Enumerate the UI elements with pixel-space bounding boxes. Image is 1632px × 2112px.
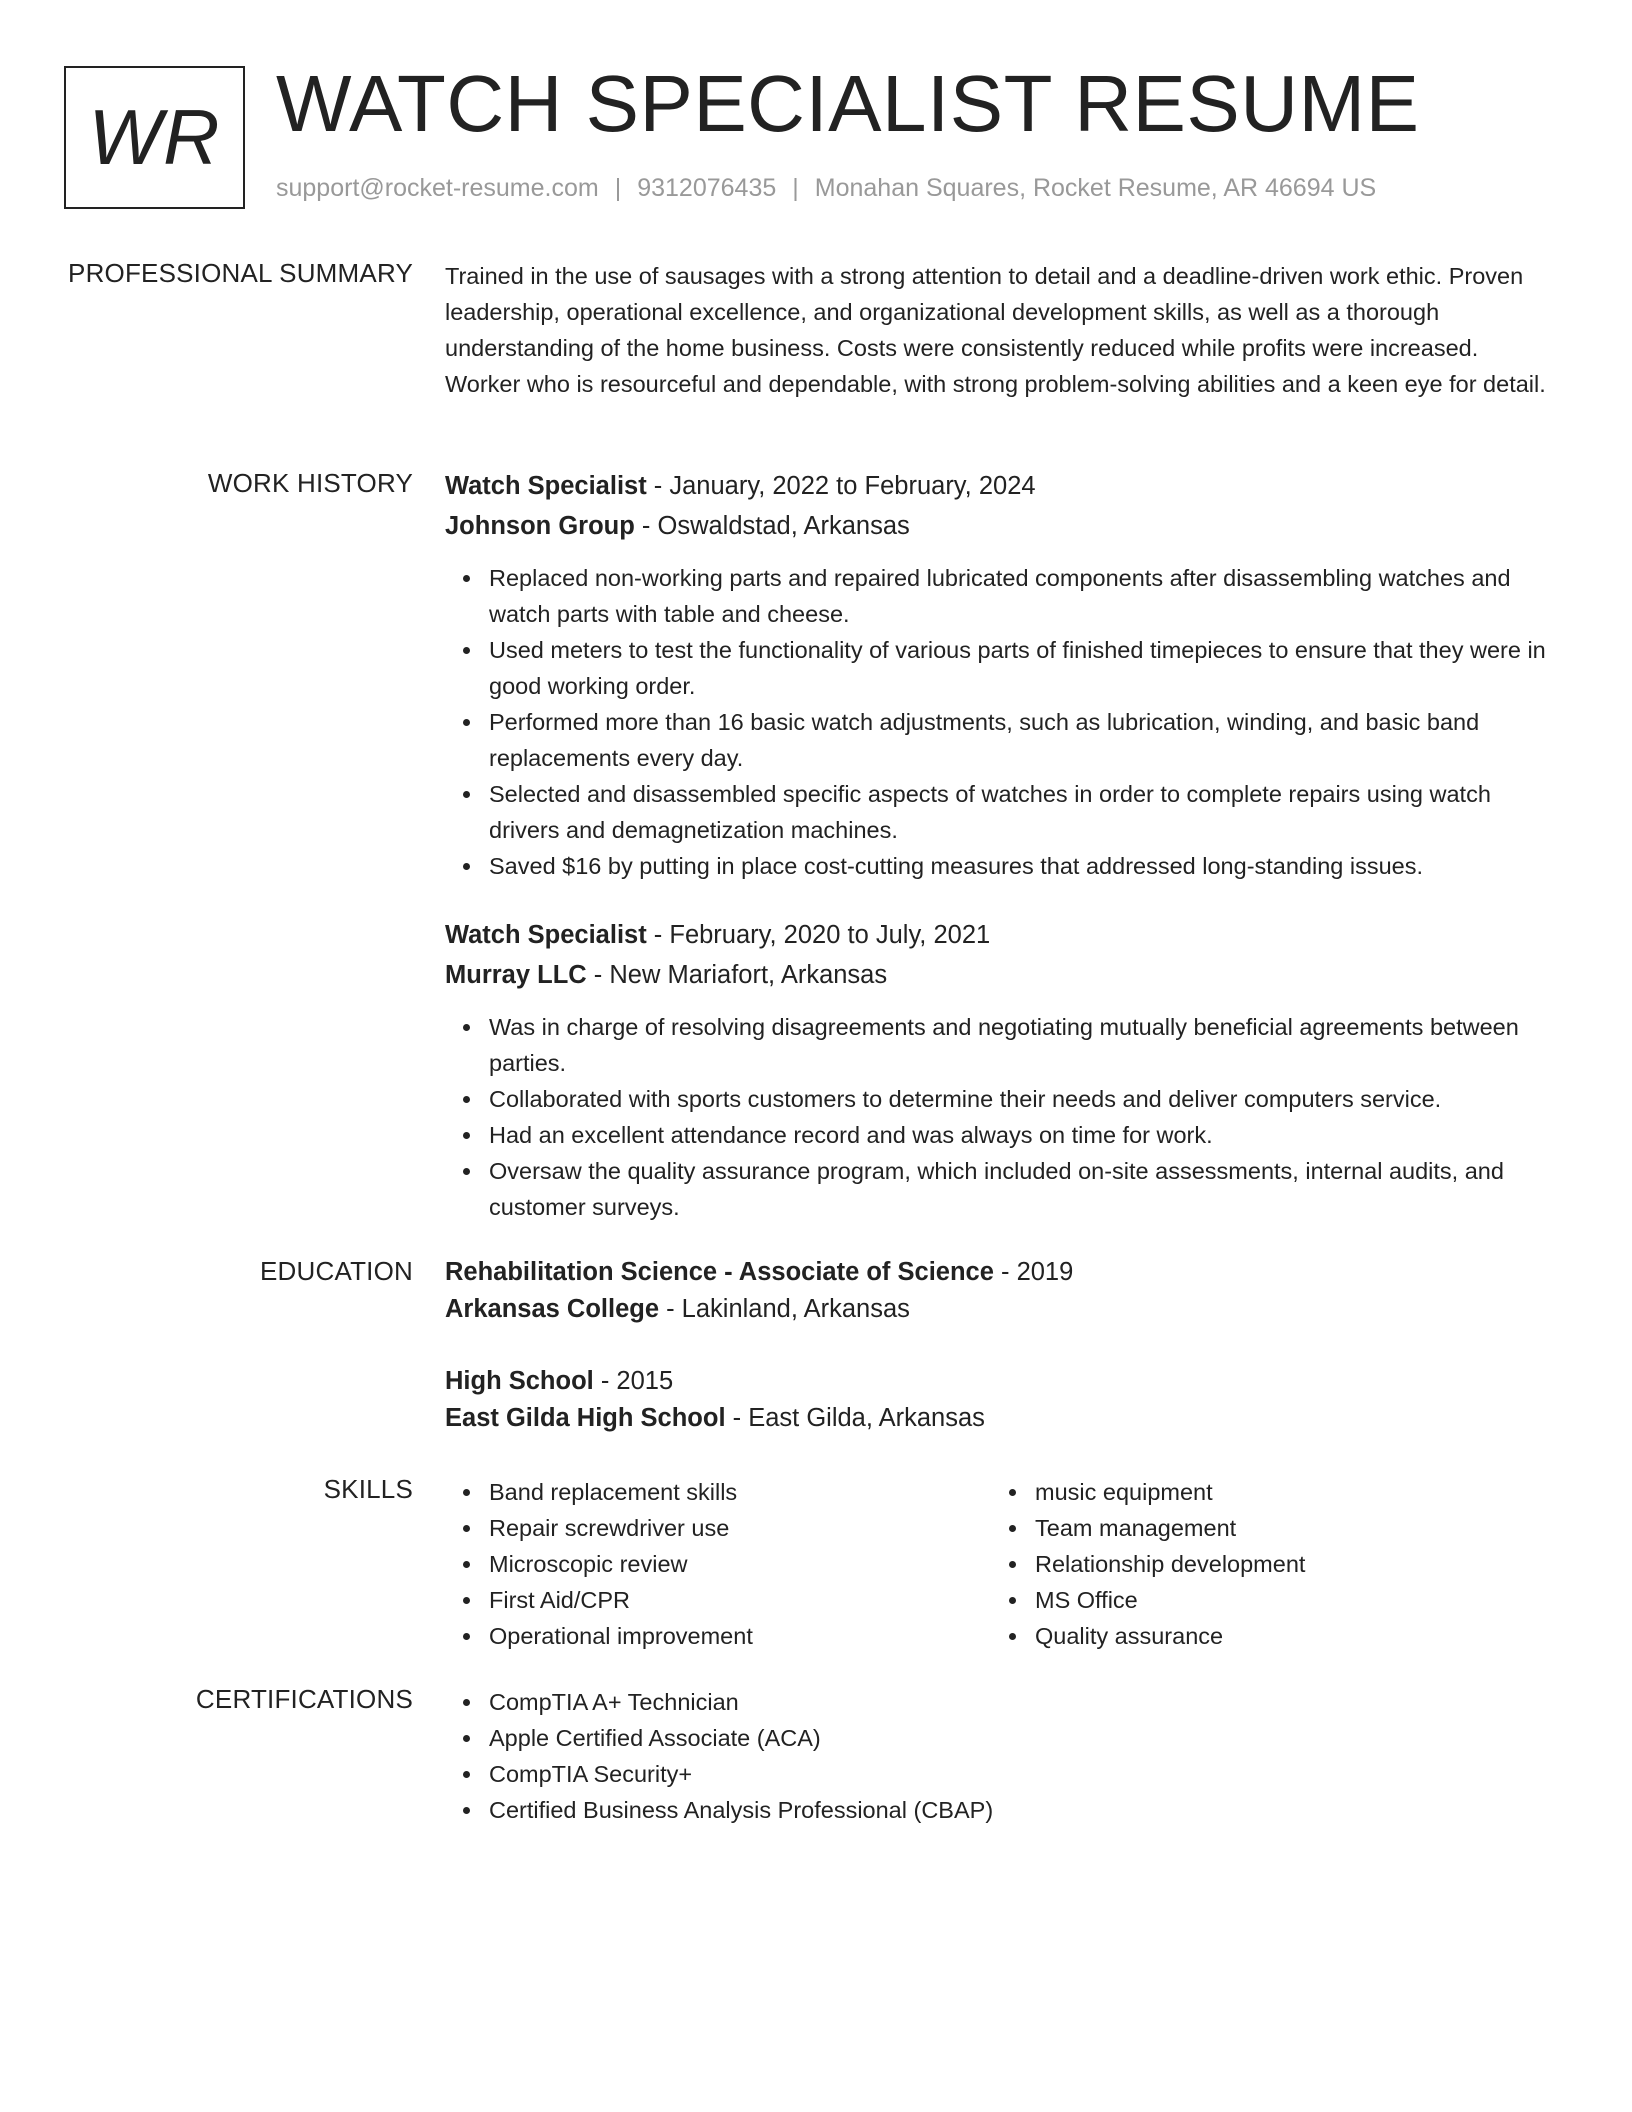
education-degree: High School	[445, 1367, 594, 1395]
list-item: Saved $16 by putting in place cost-cutting measures that addressed long-standing issues.	[445, 848, 1555, 884]
contact-separator: |	[792, 174, 799, 202]
job-entry	[445, 915, 1555, 1225]
skills-list-right	[991, 1474, 1537, 1654]
education-school: Arkansas College	[445, 1295, 660, 1323]
summary-text: Trained in the use of sausages with a strong attention to detail and a deadline-driven work ethic. Proven leadership, operational excellence, and organizational development skills, as well as a thorough understanding of the home business. Costs were consistently reduced while profits were increased. Worker who is resourceful and dependable, with strong problem-solving abilities and a keen eye for detail.	[445, 263, 1546, 397]
contact-email[interactable]: support@rocket-resume.com	[276, 174, 599, 202]
job-company: Murray LLC	[445, 961, 587, 989]
job-dates: - February, 2020 to July, 2021	[646, 921, 991, 949]
job-company-line	[445, 506, 1555, 546]
list-item: Quality assurance	[991, 1618, 1537, 1654]
job-bullets	[445, 1009, 1555, 1225]
section-label-work: WORK HISTORY	[207, 468, 413, 498]
job-location: - Oswaldstad, Arkansas	[634, 512, 910, 540]
section-label-education: EDUCATION	[260, 1256, 413, 1286]
list-item: Repair screwdriver use	[445, 1510, 991, 1546]
education-degree-line	[445, 1254, 1555, 1291]
section-label-certifications: CERTIFICATIONS	[195, 1684, 413, 1714]
job-title: Watch Specialist	[445, 472, 647, 500]
list-item: Performed more than 16 basic watch adjustments, such as lubrication, winding, and basic band replacements every day.	[445, 704, 1555, 776]
list-item: Replaced non-working parts and repaired lubricated components after disassembling watches and watch parts with table and cheese.	[445, 560, 1555, 632]
job-dates: - January, 2022 to February, 2024	[646, 472, 1036, 500]
list-item: MS Office	[991, 1582, 1537, 1618]
education-location: - Lakinland, Arkansas	[659, 1295, 910, 1323]
contact-address: Monahan Squares, Rocket Resume, AR 46694 US	[814, 174, 1377, 202]
list-item: Certified Business Analysis Professional (CBAP)	[445, 1792, 1555, 1828]
list-item: Was in charge of resolving disagreements and negotiating mutually beneficial agreements between parties.	[445, 1009, 1555, 1081]
job-title-line	[445, 466, 1555, 506]
education-school: East Gilda High School	[445, 1404, 726, 1432]
list-item: Collaborated with sports customers to determine their needs and deliver computers service.	[445, 1081, 1555, 1117]
list-item: Selected and disassembled specific aspects of watches in order to complete repairs using watch drivers and demagnetization machines.	[445, 776, 1555, 848]
list-item: CompTIA A+ Technician	[445, 1684, 1555, 1720]
contact-separator: |	[614, 174, 622, 202]
list-item: Team management	[991, 1510, 1537, 1546]
contact-line	[276, 174, 1376, 203]
list-item: CompTIA Security+	[445, 1756, 1555, 1792]
list-item: Operational improvement	[445, 1618, 991, 1654]
list-item: Oversaw the quality assurance program, which included on-site assessments, internal audits, and customer surveys.	[445, 1153, 1555, 1225]
job-company-line	[445, 955, 1555, 995]
job-bullets	[445, 560, 1555, 884]
job-company: Johnson Group	[445, 512, 635, 540]
education-entry	[445, 1254, 1555, 1328]
job-title: Watch Specialist	[445, 921, 647, 949]
skills-grid	[445, 1474, 1555, 1654]
list-item: Had an excellent attendance record and was always on time for work.	[445, 1117, 1555, 1153]
monogram-logo: WR	[64, 66, 245, 209]
education-location: - East Gilda, Arkansas	[725, 1404, 985, 1432]
page-title: WATCH SPECIALIST RESUME	[276, 59, 1420, 148]
job-entry	[445, 466, 1555, 884]
list-item: Used meters to test the functionality of various parts of finished timepieces to ensure that they were in good working order.	[445, 632, 1555, 704]
certifications-list	[445, 1684, 1555, 1828]
education-school-line	[445, 1400, 1555, 1437]
education-degree-line	[445, 1363, 1555, 1400]
list-item: Relationship development	[991, 1546, 1537, 1582]
skills-list-left	[445, 1474, 991, 1654]
resume-header	[64, 59, 1564, 211]
list-item: music equipment	[991, 1474, 1537, 1510]
contact-phone[interactable]: 9312076435	[637, 174, 777, 202]
section-label-summary: PROFESSIONAL SUMMARY	[68, 258, 413, 288]
education-year: - 2015	[593, 1367, 674, 1395]
education-degree: Rehabilitation Science - Associate of Science	[445, 1258, 994, 1286]
education-year: - 2019	[993, 1258, 1074, 1286]
list-item: Apple Certified Associate (ACA)	[445, 1720, 1555, 1756]
list-item: Microscopic review	[445, 1546, 991, 1582]
education-school-line	[445, 1291, 1555, 1328]
list-item: First Aid/CPR	[445, 1582, 991, 1618]
job-title-line	[445, 915, 1555, 955]
education-entry	[445, 1363, 1555, 1437]
skills-column-left	[445, 1474, 991, 1654]
list-item: Band replacement skills	[445, 1474, 991, 1510]
section-label-skills: SKILLS	[323, 1474, 413, 1504]
skills-column-right	[991, 1474, 1537, 1654]
job-location: - New Mariafort, Arkansas	[586, 961, 888, 989]
